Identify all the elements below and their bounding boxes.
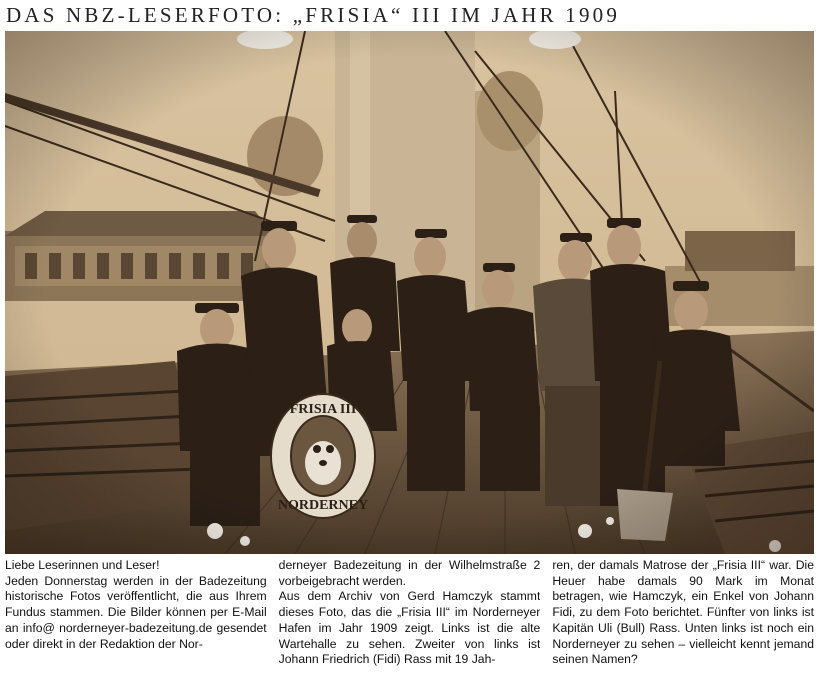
article-paragraph: derneyer Badezeitung in der Wilhelmstraße 2 vorbeigebracht werden. <box>278 558 541 588</box>
headline: DAS NBZ-LESERFOTO: „FRISIA“ III IM JAHR 1909 <box>6 3 621 27</box>
article-greeting: Liebe Leserinnen und Leser! <box>5 558 160 572</box>
vignette <box>5 31 814 554</box>
article-column-1 <box>5 558 267 678</box>
photo-illustration <box>5 31 814 554</box>
article-paragraph: ren, der damals Matrose der „Frisia III“ war. Die Heuer habe damals 90 Mark im Monat betragen, wie Hamczyk, ein Enkel von Johann Fidi, zu dem Foto berichtet. Fünfter von links ist Kapitän Uli (Bull) Rass. Unten links ist noch ein Norderneyer zu sehen – vielleicht kennt jemand seinen Namen? <box>552 558 815 667</box>
article-body <box>5 558 814 678</box>
article-paragraph: Aus dem Archiv von Gerd Hamczyk stammt dieses Foto, das die „Frisia III“ im Norderneyer Hafen im Jahr 1909 zeigt. Links ist die alte Wartehalle zu sehen. Zweiter von links ist Johann Friedrich (Fidi) Rass mit 19 Jah- <box>278 589 541 667</box>
article-paragraph: Jeden Donnerstag werden in der Badezeitung historische Fotos veröffentlicht, die aus Ihrem Fundus stammen. Die Bilder können per E-Mail an info@ norderneyer-badezeitung.de gesendet oder direkt in der Redaktion der Nor- <box>5 573 267 651</box>
article-column-3 <box>552 558 814 678</box>
historic-photo <box>5 31 814 554</box>
article-column-2 <box>279 558 541 678</box>
